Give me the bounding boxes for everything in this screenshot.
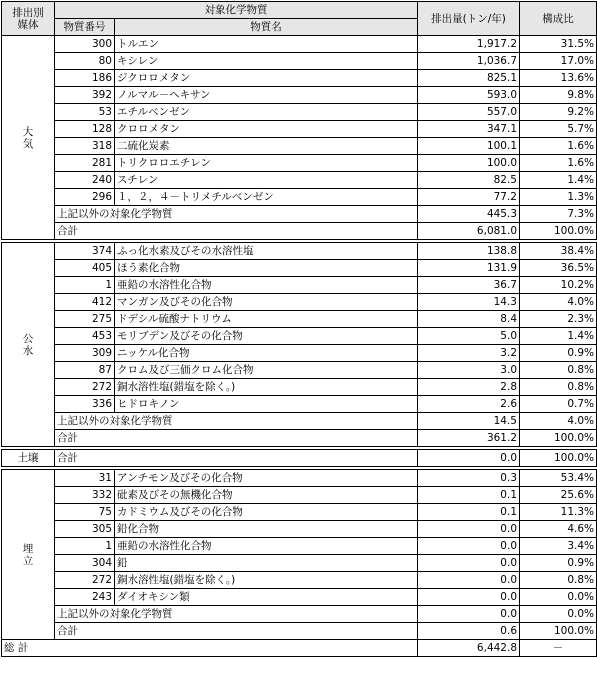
substance-name: アンチモン及びその化合物 — [115, 470, 418, 487]
substance-number: 332 — [55, 487, 115, 504]
landfill-other-ratio: 0.0% — [520, 606, 597, 623]
table-row — [2, 104, 597, 121]
substance-number: 31 — [55, 470, 115, 487]
grand-total-amount: 6,442.8 — [418, 640, 520, 657]
table-row — [2, 189, 597, 206]
substance-number: 75 — [55, 504, 115, 521]
table-row — [2, 572, 597, 589]
water-total-amount: 361.2 — [418, 430, 520, 447]
emission-table — [1, 1, 597, 657]
table-row — [2, 70, 597, 87]
amount-header: 排出量(トン/年) — [418, 2, 520, 36]
substance-number: 309 — [55, 345, 115, 362]
substance-name: 銅水溶性塩(錯塩を除く。) — [115, 379, 418, 396]
substance-number: 272 — [55, 379, 115, 396]
substance-name: ダイオキシン類 — [115, 589, 418, 606]
air-other-amount: 445.3 — [418, 206, 520, 223]
soil-section — [2, 450, 597, 467]
emission-amount: 0.1 — [418, 487, 520, 504]
emission-amount: 131.9 — [418, 260, 520, 277]
substance-name: ノルマル－ヘキサン — [115, 87, 418, 104]
substance-number: 453 — [55, 328, 115, 345]
landfill-total-ratio: 100.0% — [520, 623, 597, 640]
air-media-char: 気 — [22, 137, 34, 150]
air-media-char: 大 — [22, 125, 34, 138]
emission-amount: 138.8 — [418, 243, 520, 260]
substance-name: クロロメタン — [115, 121, 418, 138]
air-other-row — [2, 206, 597, 223]
landfill-media-char: 立 — [22, 554, 34, 567]
emission-amount: 100.0 — [418, 155, 520, 172]
substance-name: スチレン — [115, 172, 418, 189]
composition-ratio: 11.3% — [520, 504, 597, 521]
soil-media-label: 土壌 — [2, 450, 55, 467]
media-header-line1: 排出別 — [12, 6, 44, 19]
table-row — [2, 555, 597, 572]
substance-name: ジクロロメタン — [115, 70, 418, 87]
emission-amount: 2.8 — [418, 379, 520, 396]
substance-name: ヒドロキノン — [115, 396, 418, 413]
substance-name: ドデシル硫酸ナトリウム — [115, 311, 418, 328]
composition-ratio: 13.6% — [520, 70, 597, 87]
table-row — [2, 87, 597, 104]
media-header — [2, 2, 55, 36]
table-row — [2, 345, 597, 362]
substance-number: 304 — [55, 555, 115, 572]
table-row — [2, 121, 597, 138]
composition-ratio: 3.4% — [520, 538, 597, 555]
air-total-ratio: 100.0% — [520, 223, 597, 240]
landfill-section — [2, 470, 597, 640]
substance-name: 鉛化合物 — [115, 521, 418, 538]
landfill-other-amount: 0.0 — [418, 606, 520, 623]
emission-amount: 82.5 — [418, 172, 520, 189]
emission-amount: 0.0 — [418, 589, 520, 606]
landfill-other-label: 上記以外の対象化学物質 — [55, 606, 418, 623]
substance-name: 亜鉛の水溶性化合物 — [115, 277, 418, 294]
landfill-total-label: 合計 — [55, 623, 418, 640]
emission-amount: 8.4 — [418, 311, 520, 328]
composition-ratio: 9.8% — [520, 87, 597, 104]
substance-name: 砒素及びその無機化合物 — [115, 487, 418, 504]
composition-ratio: 0.7% — [520, 396, 597, 413]
table-row — [2, 396, 597, 413]
water-other-row — [2, 413, 597, 430]
water-total-label: 合計 — [55, 430, 418, 447]
substance-number: 87 — [55, 362, 115, 379]
soil-total-ratio: 100.0% — [520, 450, 597, 467]
air-other-label: 上記以外の対象化学物質 — [55, 206, 418, 223]
emission-amount: 3.2 — [418, 345, 520, 362]
emission-amount: 593.0 — [418, 87, 520, 104]
substance-number: 281 — [55, 155, 115, 172]
substance-number: 392 — [55, 87, 115, 104]
table-row — [2, 36, 597, 53]
table-row — [2, 138, 597, 155]
substance-number: 1 — [55, 538, 115, 555]
substance-name: モリブデン及びその化合物 — [115, 328, 418, 345]
substance-header: 対象化学物質 — [55, 2, 418, 19]
composition-ratio: 9.2% — [520, 104, 597, 121]
substance-number: 374 — [55, 243, 115, 260]
table-row — [2, 362, 597, 379]
table-row — [2, 328, 597, 345]
substance-name: ふっ化水素及びその水溶性塩 — [115, 243, 418, 260]
table-row — [2, 155, 597, 172]
composition-ratio: 4.0% — [520, 294, 597, 311]
composition-ratio: 0.8% — [520, 572, 597, 589]
substance-name: トルエン — [115, 36, 418, 53]
substance-number: 412 — [55, 294, 115, 311]
table-row — [2, 504, 597, 521]
emission-amount: 347.1 — [418, 121, 520, 138]
air-section — [2, 36, 597, 240]
emission-amount: 0.0 — [418, 572, 520, 589]
table-row — [2, 243, 597, 260]
substance-number: 318 — [55, 138, 115, 155]
landfill-media-label — [2, 470, 55, 640]
substance-number: 405 — [55, 260, 115, 277]
table-row — [2, 521, 597, 538]
emission-amount: 0.3 — [418, 470, 520, 487]
composition-ratio: 1.6% — [520, 138, 597, 155]
grand-total-label: 総 計 — [2, 640, 418, 657]
table-row — [2, 379, 597, 396]
substance-number: 300 — [55, 36, 115, 53]
substance-name: １，２，４－トリメチルベンゼン — [115, 189, 418, 206]
air-other-ratio: 7.3% — [520, 206, 597, 223]
grand-total-ratio: － — [520, 640, 597, 657]
air-total-label: 合計 — [55, 223, 418, 240]
composition-ratio: 10.2% — [520, 277, 597, 294]
landfill-other-row — [2, 606, 597, 623]
water-media-label — [2, 243, 55, 447]
substance-name: トリクロロエチレン — [115, 155, 418, 172]
landfill-media-char: 埋 — [22, 542, 34, 555]
emission-amount: 3.0 — [418, 362, 520, 379]
landfill-total-amount: 0.6 — [418, 623, 520, 640]
substance-name: 二硫化炭素 — [115, 138, 418, 155]
landfill-total-row — [2, 623, 597, 640]
water-other-label: 上記以外の対象化学物質 — [55, 413, 418, 430]
substance-number: 275 — [55, 311, 115, 328]
substance-name: ほう素化合物 — [115, 260, 418, 277]
table-row — [2, 470, 597, 487]
composition-ratio: 1.4% — [520, 328, 597, 345]
composition-ratio: 36.5% — [520, 260, 597, 277]
substance-name: 鉛 — [115, 555, 418, 572]
emission-amount: 825.1 — [418, 70, 520, 87]
substance-number: 296 — [55, 189, 115, 206]
table-row — [2, 260, 597, 277]
composition-ratio: 1.3% — [520, 189, 597, 206]
composition-ratio: 2.3% — [520, 311, 597, 328]
substance-number: 53 — [55, 104, 115, 121]
emission-amount: 0.0 — [418, 538, 520, 555]
table-row — [2, 311, 597, 328]
substance-name: キシレン — [115, 53, 418, 70]
emission-amount: 557.0 — [418, 104, 520, 121]
emission-amount: 0.0 — [418, 521, 520, 538]
water-media-char: 公 — [22, 332, 34, 345]
composition-ratio: 17.0% — [520, 53, 597, 70]
table-row — [2, 589, 597, 606]
substance-name: 銅水溶性塩(錯塩を除く。) — [115, 572, 418, 589]
grand-total-section — [2, 640, 597, 657]
substance-name: 亜鉛の水溶性化合物 — [115, 538, 418, 555]
emission-amount: 77.2 — [418, 189, 520, 206]
emission-amount: 2.6 — [418, 396, 520, 413]
composition-ratio: 0.0% — [520, 589, 597, 606]
substance-name: クロム及び三価クロム化合物 — [115, 362, 418, 379]
substance-number: 240 — [55, 172, 115, 189]
air-total-row — [2, 223, 597, 240]
water-media-char: 水 — [22, 344, 34, 357]
substance-name: ニッケル化合物 — [115, 345, 418, 362]
table-row — [2, 53, 597, 70]
substance-number: 1 — [55, 277, 115, 294]
substance-number: 243 — [55, 589, 115, 606]
substance-name: エチルベンゼン — [115, 104, 418, 121]
water-total-row — [2, 430, 597, 447]
substance-number: 336 — [55, 396, 115, 413]
composition-ratio: 0.9% — [520, 555, 597, 572]
composition-ratio: 38.4% — [520, 243, 597, 260]
composition-ratio: 53.4% — [520, 470, 597, 487]
composition-ratio: 31.5% — [520, 36, 597, 53]
emission-amount: 5.0 — [418, 328, 520, 345]
emission-amount: 36.7 — [418, 277, 520, 294]
table-row — [2, 277, 597, 294]
table-row — [2, 538, 597, 555]
water-section — [2, 243, 597, 447]
composition-ratio: 0.8% — [520, 362, 597, 379]
water-other-ratio: 4.0% — [520, 413, 597, 430]
substance-number: 272 — [55, 572, 115, 589]
substance-number: 80 — [55, 53, 115, 70]
number-header: 物質番号 — [55, 19, 115, 36]
air-media-label — [2, 36, 55, 240]
composition-ratio: 1.4% — [520, 172, 597, 189]
composition-ratio: 1.6% — [520, 155, 597, 172]
composition-ratio: 0.9% — [520, 345, 597, 362]
media-header-line2: 媒体 — [17, 18, 39, 31]
name-header: 物質名 — [115, 19, 418, 36]
substance-number: 305 — [55, 521, 115, 538]
air-total-amount: 6,081.0 — [418, 223, 520, 240]
substance-number: 186 — [55, 70, 115, 87]
table-row — [2, 294, 597, 311]
soil-total-amount: 0.0 — [418, 450, 520, 467]
emission-amount: 0.1 — [418, 504, 520, 521]
emission-amount: 1,917.2 — [418, 36, 520, 53]
substance-number: 128 — [55, 121, 115, 138]
emission-amount: 1,036.7 — [418, 53, 520, 70]
composition-ratio: 4.6% — [520, 521, 597, 538]
emission-amount: 0.0 — [418, 555, 520, 572]
emission-amount: 100.1 — [418, 138, 520, 155]
water-other-amount: 14.5 — [418, 413, 520, 430]
emission-amount: 14.3 — [418, 294, 520, 311]
table-row — [2, 172, 597, 189]
composition-ratio: 5.7% — [520, 121, 597, 138]
table-row — [2, 487, 597, 504]
water-total-ratio: 100.0% — [520, 430, 597, 447]
substance-name: カドミウム及びその化合物 — [115, 504, 418, 521]
ratio-header: 構成比 — [520, 2, 597, 36]
substance-name: マンガン及びその化合物 — [115, 294, 418, 311]
composition-ratio: 25.6% — [520, 487, 597, 504]
soil-total-label: 合計 — [55, 450, 418, 467]
composition-ratio: 0.8% — [520, 379, 597, 396]
